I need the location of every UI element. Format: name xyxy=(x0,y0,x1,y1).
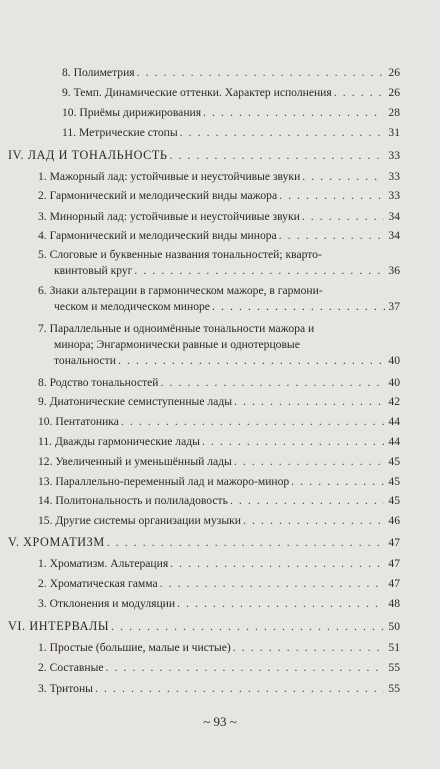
toc-entry-label: 3. Тритоны xyxy=(38,682,93,695)
toc-entry-multiline xyxy=(38,248,400,278)
toc-section-heading xyxy=(8,619,400,634)
toc-entry-label: 3. Минорный лад: устойчивые и неустойчивые звуки xyxy=(38,210,300,223)
toc-entry-page: 47 xyxy=(388,577,400,590)
toc-entry-page: 45 xyxy=(388,455,400,468)
toc-entry xyxy=(38,415,400,429)
toc-entry-page: 45 xyxy=(388,475,400,488)
toc-entry-page: 55 xyxy=(388,682,400,695)
toc-entry-page: 44 xyxy=(388,435,400,448)
toc-entry-label: 9. Темп. Динамические оттенки. Характер исполнения xyxy=(62,86,332,99)
toc-section-label: VI. ИНТЕРВАЛЫ xyxy=(8,619,110,633)
toc-entry-page: 51 xyxy=(388,641,400,654)
toc-section-heading xyxy=(8,148,400,163)
toc-entry-label: 8. Родство тональностей xyxy=(38,376,159,389)
toc-entry-label-line: 6. Знаки альтерации в гармоническом мажоре, в гармони- xyxy=(38,284,323,297)
toc-entry-page: 40 xyxy=(388,354,400,367)
toc-entry-page: 44 xyxy=(388,415,400,428)
toc-entry-page: 46 xyxy=(388,514,400,527)
toc-entry xyxy=(38,641,400,655)
toc-entry-label: 9. Диатонические семиступенные лады xyxy=(38,395,233,408)
toc-entry xyxy=(38,376,400,390)
toc-entry-multiline xyxy=(38,284,400,314)
toc-section-label: IV. ЛАД И ТОНАЛЬНОСТЬ xyxy=(8,148,168,162)
toc-entry-page: 34 xyxy=(388,229,400,242)
toc-entry xyxy=(62,126,400,140)
toc-entry-label: 2. Хроматическая гамма xyxy=(38,577,158,590)
toc-entry-label-line: 7. Параллельные и одноимённые тональности мажора и xyxy=(38,322,315,335)
toc-entry-label: 1. Хроматизм. Альтерация xyxy=(38,557,169,570)
toc-entry-page: 47 xyxy=(388,536,400,549)
toc-entry xyxy=(38,170,400,184)
toc-entry-label: 11. Дважды гармонические лады xyxy=(38,435,200,448)
toc-entry xyxy=(38,210,400,224)
toc-section-heading xyxy=(8,535,400,550)
toc-entry-label: 10. Приёмы дирижирования xyxy=(62,106,202,119)
toc-entry-page: 33 xyxy=(388,189,400,202)
toc-entry-label: 8. Полиметрия xyxy=(62,66,135,79)
toc-entry-page: 42 xyxy=(388,395,400,408)
toc-entry xyxy=(38,475,400,489)
toc-entry-page: 48 xyxy=(388,597,400,610)
toc-entry-label: 12. Увеличенный и уменьшённый лады xyxy=(38,455,232,468)
toc-entry xyxy=(38,494,400,508)
toc-entry-page: 34 xyxy=(388,210,400,223)
toc-entry-label: 1. Простые (большие, малые и чистые) xyxy=(38,641,231,654)
toc-entry-label: тональности xyxy=(54,354,116,367)
page-number: ~ 93 ~ xyxy=(203,714,237,729)
toc-entry-page: 33 xyxy=(388,149,400,162)
toc-entry xyxy=(38,597,400,611)
toc-entry-label: ческом и мелодическом миноре xyxy=(54,300,210,313)
toc-entry-label: 2. Составные xyxy=(38,661,104,674)
toc-entry-label: 4. Гармонический и мелодический виды минора xyxy=(38,229,277,242)
toc-entry-page: 55 xyxy=(388,661,400,674)
toc-section-label: V. ХРОМАТИЗМ xyxy=(8,535,105,549)
toc-entry-label: 1. Мажорный лад: устойчивые и неустойчивые звуки xyxy=(38,170,301,183)
toc-entry xyxy=(38,514,400,528)
toc-entry xyxy=(62,106,400,120)
toc-entry-page: 26 xyxy=(388,66,400,79)
toc-entry-page: 47 xyxy=(388,557,400,570)
toc-entry-page: 37 xyxy=(388,300,400,313)
toc-entry-label: квинтовый круг xyxy=(54,264,133,277)
toc-entry-page: 36 xyxy=(388,264,400,277)
toc-entry-page: 31 xyxy=(388,126,400,139)
toc-entry-page: 45 xyxy=(388,494,400,507)
toc-entry xyxy=(38,189,400,203)
toc-entry xyxy=(38,682,400,696)
toc-entry xyxy=(38,435,400,449)
toc-entry-label: 2. Гармонический и мелодический виды мажора xyxy=(38,189,278,202)
toc-entry xyxy=(62,86,400,100)
toc-entry-label: 10. Пентатоника xyxy=(38,415,119,428)
toc-entry-page: 33 xyxy=(388,170,400,183)
toc-entry xyxy=(38,395,400,409)
toc-entry-page: 28 xyxy=(388,106,400,119)
toc-entry-page: 26 xyxy=(388,86,400,99)
toc-entry xyxy=(38,455,400,469)
toc-entry xyxy=(62,66,400,80)
toc-entry-page: 40 xyxy=(388,376,400,389)
toc-entry-label-line: 5. Слоговые и буквенные названия тональностей; кварто- xyxy=(38,248,322,261)
toc-entry xyxy=(38,577,400,591)
toc-entry-label: 11. Метрические стопы xyxy=(62,126,178,139)
toc-entry xyxy=(38,557,400,571)
toc-entry-label: 3. Отклонения и модуляции xyxy=(38,597,176,610)
toc-entry-label: 15. Другие системы организации музыки xyxy=(38,514,241,527)
toc-entry-multiline xyxy=(38,322,400,368)
toc-entry xyxy=(38,661,400,675)
toc-entry-label: 13. Параллельно-переменный лад и мажоро-минор xyxy=(38,475,290,488)
toc-entry-label: 14. Политональность и полиладовость xyxy=(38,494,228,507)
toc-entry-page: 50 xyxy=(388,620,400,633)
toc-entry xyxy=(38,229,400,243)
toc-entry-label-line: минора; Энгармонически равные и однотерцовые xyxy=(54,338,300,351)
